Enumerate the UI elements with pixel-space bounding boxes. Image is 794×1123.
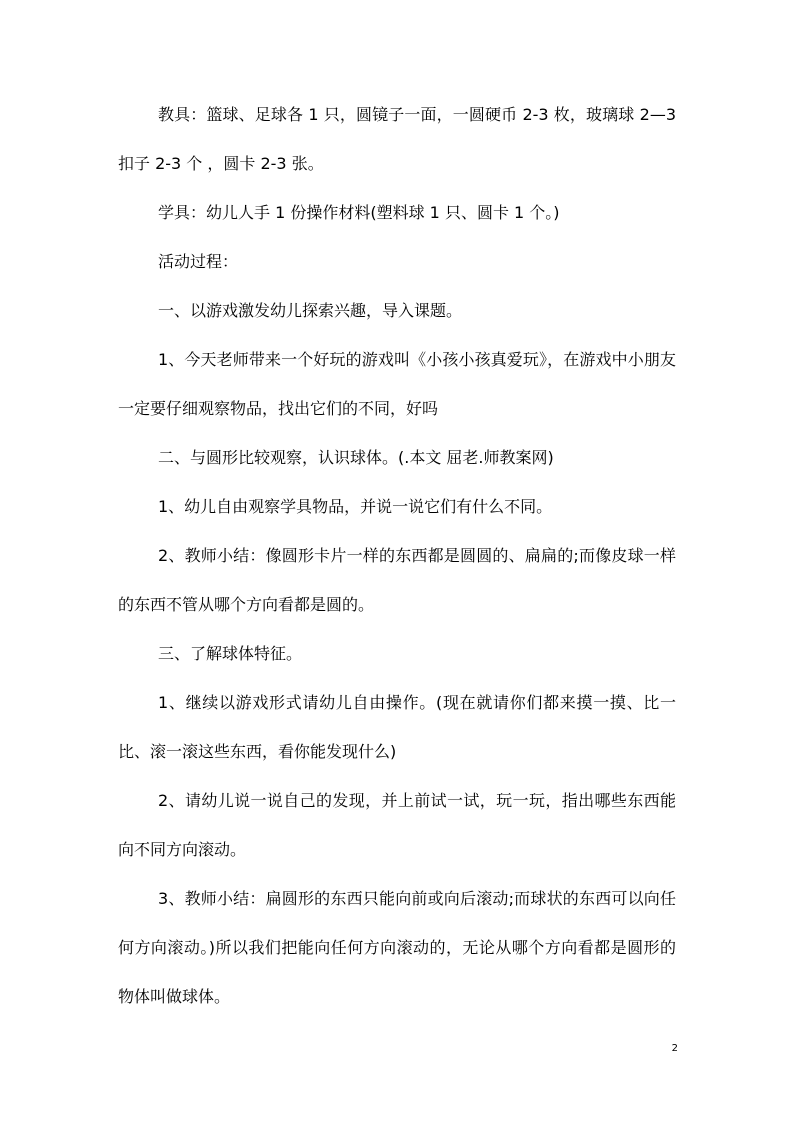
paragraph-section-one-heading: 一、以游戏激发幼儿探索兴趣，导入课题。 <box>158 301 463 320</box>
paragraph-section-three-heading: 三、了解球体特征。 <box>158 644 303 663</box>
paragraph-section-two-item-1: 1、幼儿自由观察学具物品，并说一说它们有什么不同。 <box>158 497 553 516</box>
paragraph-section-one-item-1: 1、今天老师带来一个好玩的游戏叫《小孩小孩真爱玩》，在游戏中小朋友一定要仔细观察物品，找出它们的不同，好吗 <box>118 350 676 418</box>
document-body <box>118 90 676 1021</box>
paragraph-section-three-item-2: 2、请幼儿说一说自己的发现，并上前试一试，玩一玩，指出哪些东西能向不同方向滚动。 <box>118 791 676 859</box>
paragraph-section-three-item-3: 3、教师小结：扁圆形的东西只能向前或向后滚动;而球状的东西可以向任何方向滚动。)所以我们把能向任何方向滚动的，无论从哪个方向看都是圆形的物体叫做球体。 <box>118 889 676 1006</box>
paragraph-teaching-aids: 教具：篮球、足球各 1 只，圆镜子一面，一圆硬币 2-3 枚，玻璃球 2—3 扣子 2-3 个 ，圆卡 2-3 张。 <box>118 105 676 173</box>
paragraph-section-two-item-2: 2、教师小结：像圆形卡片一样的东西都是圆圆的、扁扁的;而像皮球一样的东西不管从哪个方向看都是圆的。 <box>118 546 676 614</box>
paragraph-section-two-heading: 二、与圆形比较观察，认识球体。(.本文 屈老.师教案网) <box>158 448 554 467</box>
paragraph-learning-aids: 学具：幼儿人手 1 份操作材料(塑料球 1 只、圆卡 1 个。) <box>158 203 560 222</box>
paragraph-section-three-item-1: 1、继续以游戏形式请幼儿自由操作。(现在就请你们都来摸一摸、比一比、滚一滚这些东西，看你能发现什么) <box>118 693 676 761</box>
page-number: 2 <box>671 1043 678 1054</box>
paragraph-activity-process-heading: 活动过程： <box>158 252 239 271</box>
